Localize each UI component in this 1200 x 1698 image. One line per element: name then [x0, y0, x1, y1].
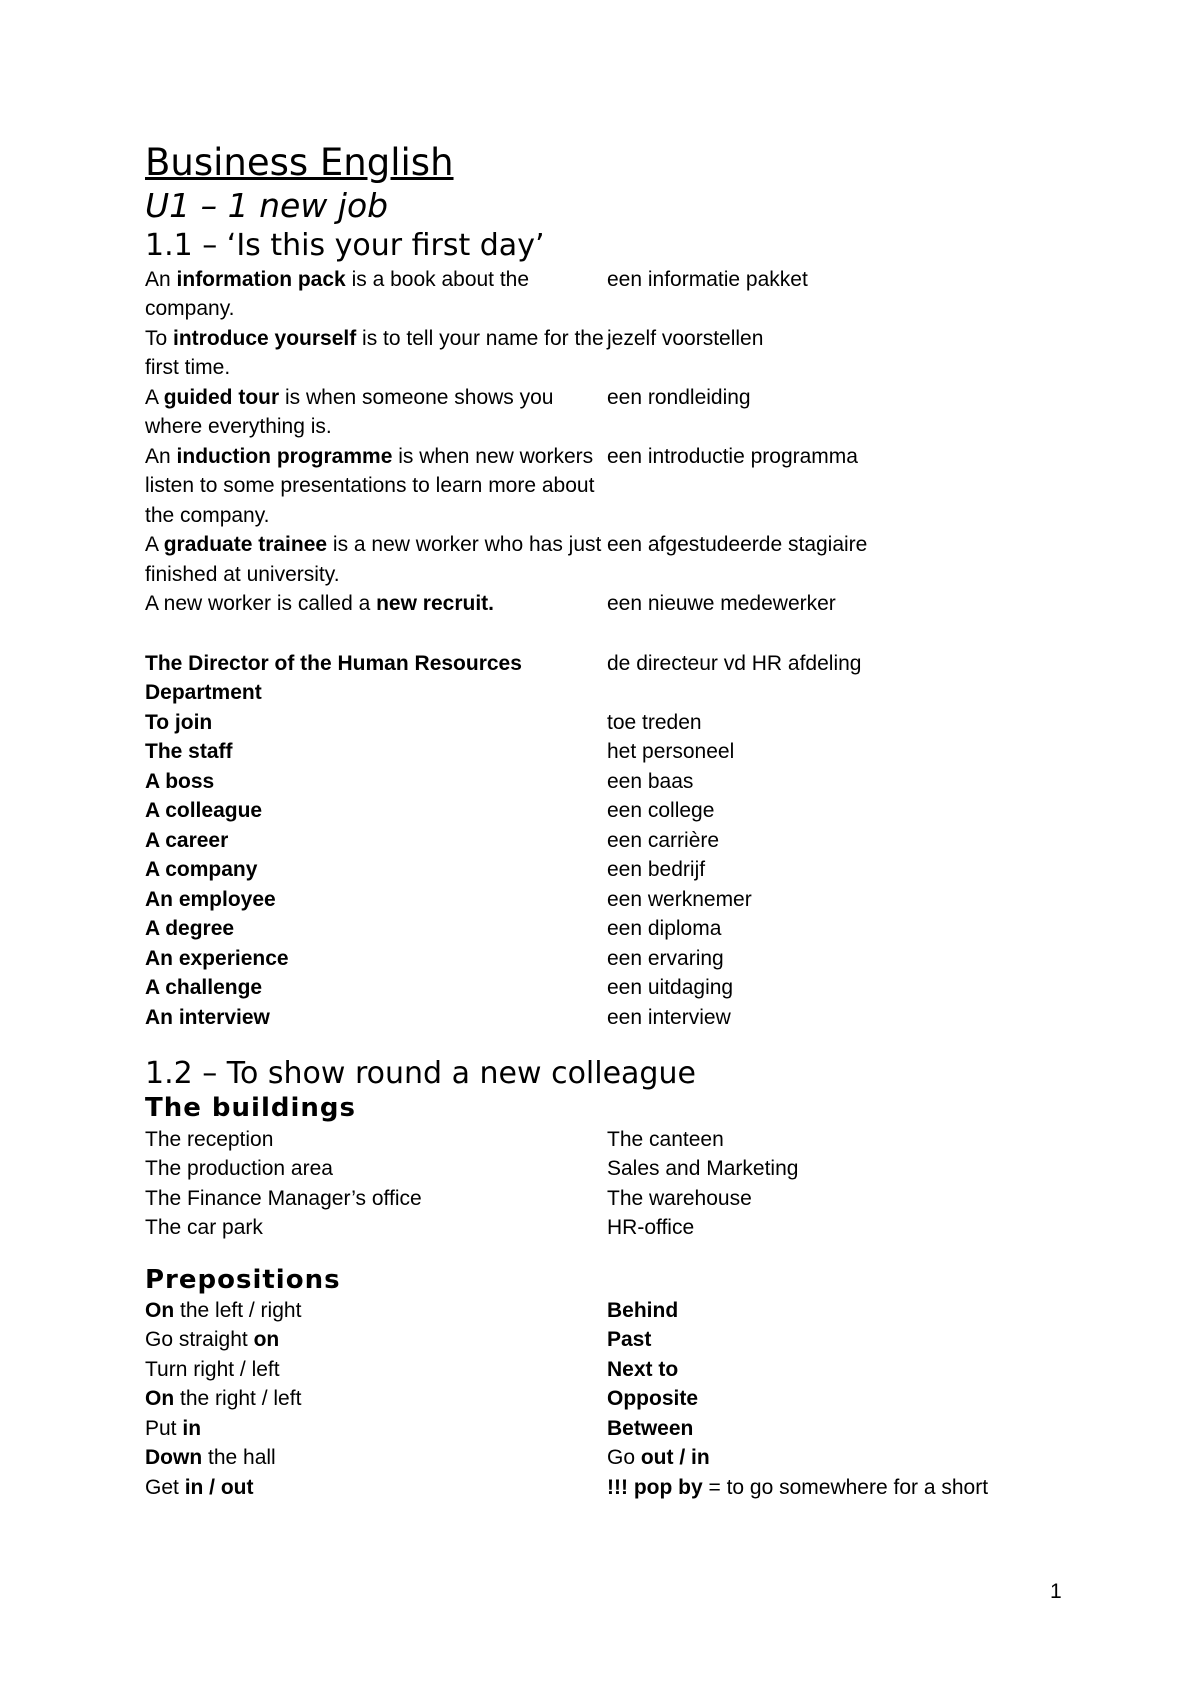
vocab-row	[145, 796, 1045, 826]
definition-row	[145, 442, 1045, 531]
spacer	[145, 1032, 1045, 1054]
document-page	[145, 140, 1045, 1502]
definition-row	[145, 324, 1045, 383]
definition-text: is to tell your name for the first time.	[145, 326, 604, 380]
translation-text: jezelf voorstellen	[607, 326, 764, 350]
vocab-row	[145, 885, 1045, 915]
vocab-row	[145, 1003, 1045, 1033]
english-cell	[145, 1296, 607, 1326]
definitions-list	[145, 265, 1045, 619]
vocab-translation: een college	[607, 799, 715, 823]
english-cell	[145, 589, 607, 619]
section-heading-1-1: 1.1 – ‘Is this your first day’	[145, 227, 545, 263]
building-row	[145, 1125, 1045, 1155]
translation-text: een afgestudeerde stagiaire	[607, 533, 868, 557]
building-name: The production area	[145, 1157, 333, 1181]
vocab-translation: een uitdaging	[607, 976, 734, 1000]
english-cell	[145, 1003, 607, 1033]
vocab-term: An interview	[145, 1005, 270, 1029]
vocab-translation: een baas	[607, 769, 694, 793]
english-cell	[145, 1355, 607, 1385]
translation-cell	[607, 1296, 1045, 1326]
english-cell	[145, 796, 607, 826]
building-name: The reception	[145, 1127, 274, 1151]
vocab-translation: een ervaring	[607, 946, 724, 970]
preposition-text: Opposite	[607, 1387, 699, 1411]
translation-text: een nieuwe medewerker	[607, 592, 836, 616]
prepositions-heading: Prepositions	[145, 1264, 341, 1295]
translation-cell	[607, 1473, 1045, 1503]
english-cell	[145, 383, 607, 442]
buildings-heading: The buildings	[145, 1093, 356, 1124]
preposition-row	[145, 1325, 1045, 1355]
translation-cell	[607, 1213, 1045, 1243]
preposition-text: Go	[607, 1446, 641, 1470]
preposition-text: in / out	[184, 1475, 254, 1499]
english-cell	[145, 737, 607, 767]
translation-cell	[607, 796, 1045, 826]
english-cell	[145, 1384, 607, 1414]
vocab-row	[145, 767, 1045, 797]
vocab-term: An employee	[145, 887, 276, 911]
vocab-term: A colleague	[145, 799, 263, 823]
definition-row	[145, 265, 1045, 324]
definition-text: To	[145, 326, 174, 350]
building-name: The warehouse	[607, 1186, 752, 1210]
translation-cell	[607, 855, 1045, 885]
vocab-term: To join	[145, 710, 213, 734]
translation-cell	[607, 324, 1045, 383]
vocab-term: A challenge	[145, 976, 263, 1000]
translation-cell	[607, 649, 1045, 708]
building-name: The Finance Manager’s office	[145, 1186, 422, 1210]
english-cell	[145, 885, 607, 915]
translation-cell	[607, 914, 1045, 944]
translation-cell	[607, 1184, 1045, 1214]
vocab-translation: de directeur vd HR afdeling	[607, 651, 862, 675]
preposition-text: Behind	[607, 1298, 679, 1322]
building-name: HR-office	[607, 1216, 695, 1240]
preposition-text: the left / right	[174, 1298, 302, 1322]
translation-cell	[607, 737, 1045, 767]
vocab-translation: een bedrijf	[607, 858, 706, 882]
preposition-text: on	[253, 1328, 280, 1352]
preposition-text: On	[145, 1298, 175, 1322]
spacer	[145, 619, 1045, 649]
english-cell	[145, 973, 607, 1003]
definition-text: An	[145, 267, 177, 291]
preposition-row	[145, 1443, 1045, 1473]
definition-term: introduce yourself	[173, 326, 357, 350]
preposition-text: !!! pop by	[607, 1475, 703, 1499]
preposition-text: Put	[145, 1416, 183, 1440]
english-cell	[145, 826, 607, 856]
english-cell	[145, 1414, 607, 1444]
translation-cell	[607, 885, 1045, 915]
vocab-row	[145, 708, 1045, 738]
prepositions-list	[145, 1296, 1045, 1503]
preposition-row	[145, 1384, 1045, 1414]
vocab-term: A degree	[145, 917, 235, 941]
english-cell	[145, 530, 607, 589]
vocab-row	[145, 973, 1045, 1003]
document-title: Business English	[145, 141, 454, 184]
definition-row	[145, 530, 1045, 589]
translation-cell	[607, 265, 1045, 324]
page-number: 1	[1050, 1580, 1062, 1603]
vocab-row	[145, 855, 1045, 885]
vocab-row	[145, 737, 1045, 767]
vocab-translation: een werknemer	[607, 887, 752, 911]
building-row	[145, 1213, 1045, 1243]
translation-cell	[607, 1125, 1045, 1155]
vocab-row	[145, 944, 1045, 974]
english-cell	[145, 649, 607, 708]
english-cell	[145, 708, 607, 738]
vocab-row	[145, 649, 1045, 708]
vocab-translation: een diploma	[607, 917, 722, 941]
definition-text: is when new workers listen to some presentations to learn more about the company.	[145, 444, 595, 527]
preposition-text: Next to	[607, 1357, 679, 1381]
translation-cell	[607, 767, 1045, 797]
definition-term: guided tour	[163, 385, 280, 409]
preposition-text: Past	[607, 1328, 652, 1352]
preposition-text: Get	[145, 1475, 185, 1499]
preposition-row	[145, 1414, 1045, 1444]
english-cell	[145, 855, 607, 885]
english-cell	[145, 767, 607, 797]
definition-text: is a book about the company.	[145, 267, 530, 321]
vocab-term: The Director of the Human Resources Department	[145, 651, 522, 705]
definition-term: new recruit.	[376, 592, 494, 616]
translation-cell	[607, 1003, 1045, 1033]
preposition-row	[145, 1473, 1045, 1503]
vocabulary-list	[145, 649, 1045, 1033]
translation-cell	[607, 826, 1045, 856]
translation-text: een informatie pakket	[607, 267, 808, 291]
definition-row	[145, 589, 1045, 619]
translation-cell	[607, 589, 1045, 619]
preposition-row	[145, 1355, 1045, 1385]
vocab-term: A boss	[145, 769, 215, 793]
buildings-list	[145, 1125, 1045, 1243]
translation-cell	[607, 973, 1045, 1003]
english-cell	[145, 1473, 607, 1503]
english-cell	[145, 1184, 607, 1214]
translation-cell	[607, 1384, 1045, 1414]
translation-text: een introductie programma	[607, 444, 858, 468]
definition-text: A	[145, 533, 164, 557]
english-cell	[145, 1154, 607, 1184]
english-cell	[145, 265, 607, 324]
building-name: The car park	[145, 1216, 263, 1240]
english-cell	[145, 1213, 607, 1243]
translation-cell	[607, 1355, 1045, 1385]
definition-text: is when someone shows you where everything is.	[145, 385, 554, 439]
preposition-text: Turn right / left	[145, 1357, 280, 1381]
definition-text: A new worker is called a	[145, 592, 377, 616]
preposition-text: Down	[145, 1446, 203, 1470]
vocab-term: An experience	[145, 946, 289, 970]
building-name: The canteen	[607, 1127, 724, 1151]
english-cell	[145, 1325, 607, 1355]
preposition-row	[145, 1296, 1045, 1326]
translation-cell	[607, 1443, 1045, 1473]
english-cell	[145, 944, 607, 974]
vocab-row	[145, 914, 1045, 944]
building-row	[145, 1154, 1045, 1184]
unit-heading: U1 – 1 new job	[145, 186, 389, 226]
section-heading-1-2: 1.2 – To show round a new colleague	[145, 1056, 696, 1092]
preposition-text: Between	[607, 1416, 694, 1440]
preposition-text: the hall	[202, 1446, 276, 1470]
vocab-term: The staff	[145, 740, 233, 764]
vocab-translation: een carrière	[607, 828, 720, 852]
vocab-translation: een interview	[607, 1005, 731, 1029]
translation-cell	[607, 442, 1045, 531]
translation-cell	[607, 1325, 1045, 1355]
translation-cell	[607, 383, 1045, 442]
vocab-translation: toe treden	[607, 710, 702, 734]
building-row	[145, 1184, 1045, 1214]
definition-text: An	[145, 444, 177, 468]
translation-cell	[607, 1414, 1045, 1444]
definition-term: information pack	[176, 267, 346, 291]
english-cell	[145, 324, 607, 383]
definition-text: A	[145, 385, 164, 409]
preposition-text: On	[145, 1387, 175, 1411]
english-cell	[145, 914, 607, 944]
preposition-text: = to go somewhere for a short	[702, 1475, 989, 1499]
definition-row	[145, 383, 1045, 442]
preposition-text: in	[182, 1416, 202, 1440]
translation-cell	[607, 708, 1045, 738]
vocab-term: A company	[145, 858, 258, 882]
building-name: Sales and Marketing	[607, 1157, 799, 1181]
translation-cell	[607, 1154, 1045, 1184]
vocab-row	[145, 826, 1045, 856]
definition-term: induction programme	[176, 444, 393, 468]
definition-term: graduate trainee	[163, 533, 328, 557]
english-cell	[145, 1443, 607, 1473]
english-cell	[145, 1125, 607, 1155]
preposition-text: Go straight	[145, 1328, 254, 1352]
translation-text: een rondleiding	[607, 385, 751, 409]
english-cell	[145, 442, 607, 531]
preposition-text: the right / left	[174, 1387, 302, 1411]
spacer	[145, 1243, 1045, 1265]
translation-cell	[607, 944, 1045, 974]
definition-text: is a new worker who has just finished at university.	[145, 533, 602, 586]
vocab-translation: het personeel	[607, 740, 735, 764]
translation-cell	[607, 530, 1045, 589]
vocab-term: A career	[145, 828, 229, 852]
preposition-text: out / in	[640, 1446, 710, 1470]
